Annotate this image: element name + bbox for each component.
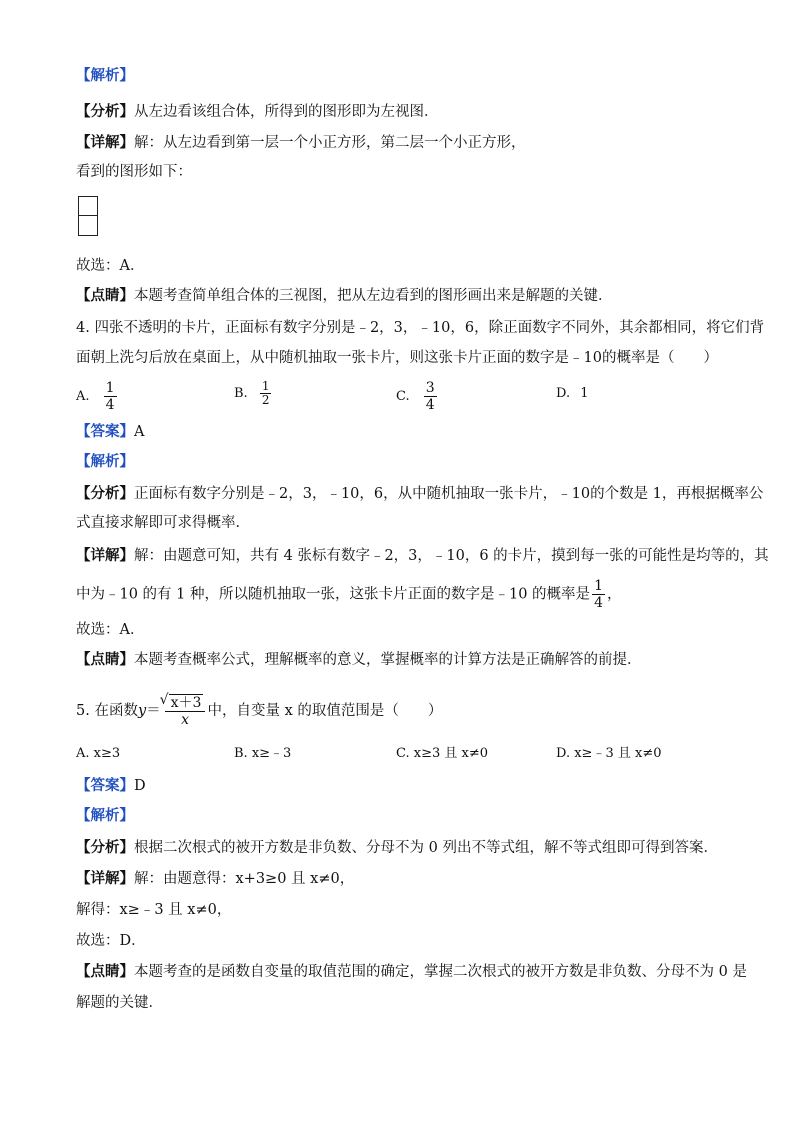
q5-choice-line: 故选：D． (76, 933, 146, 949)
q4-analysis-line2: 式直接求解即可求得概率． (76, 515, 250, 531)
q4-jiexi-heading: 【解析】 (76, 453, 134, 470)
seen-text: 看到的图形如下： (76, 164, 192, 180)
q5-detail-line: 【详解】解：由题意得：x+3≥0 且 x≠0， (76, 870, 355, 887)
q5-solution-line: 解得：x≥﹣3 且 x≠0， (76, 902, 232, 918)
q4-detail-line2: 中为﹣10 的有 1 种，所以随机抽取一张，这张卡片正面的数字是﹣10 的概率是 $\frac{1}{4}$ ， (76, 578, 622, 611)
q5-option-c: C. x≥3 且 x≠0 (396, 746, 489, 761)
q4-stem-line2: 面朝上洗匀后放在桌面上，从中随机抽取一张卡片，则这张卡片正面的数字是﹣10的概率是（ ） (76, 350, 718, 366)
analysis-line: 【分析】从左边看该组合体，所得到的图形即为左视图． (76, 103, 439, 120)
q4-stem-line1: 4. 四张不透明的卡片，正面标有数字分别是﹣2，3，﹣10，6，除正面数字不同外，其余都相同，将它们背 (76, 320, 765, 336)
q4-analysis-line1: 【分析】正面标有数字分别是﹣2，3，﹣10，6，从中随机抽取一张卡片，﹣10的个数是 1，再根据概率公 (76, 485, 764, 502)
choice-line: 故选：A． (76, 258, 145, 274)
q5-comment-line2: 解题的关键． (76, 995, 163, 1011)
q5-stem: 5. 在函数y＝ √ $\frac{x+3}{x}$ 中，自变量 x 的取值范围是（ ） (76, 694, 442, 728)
q5-comment-line1: 【点睛】本题考查的是函数自变量的取值范围的确定，掌握二次根式的被开方数是非负数、分母不为 0 是 (76, 963, 747, 980)
q5-analysis-line: 【分析】根据二次根式的被开方数是非负数、分母不为 0 列出不等式组，解不等式组即可得到答案． (76, 839, 718, 856)
q4-option-c: C. $\frac{3}{4}$ (396, 380, 435, 413)
q4-choice-line: 故选：A． (76, 622, 145, 638)
q4-answer: 【答案】A (76, 423, 145, 440)
q4-option-d: D. 1 (556, 386, 589, 401)
detail-line: 【详解】解：从左边看到第一层一个小正方形，第二层一个小正方形， (76, 134, 526, 151)
q4-comment-line: 【点睛】本题考查概率公式，理解概率的意义，掌握概率的计算方法是正确解答的前提． (76, 651, 642, 668)
comment-line: 【点睛】本题考查简单组合体的三视图，把从左边看到的图形画出来是解题的关键． (76, 287, 613, 304)
q5-option-a: A. x≥3 (76, 746, 121, 761)
q4-option-a: A. $\frac{1}{4}$ (76, 380, 115, 413)
left-view-figure (78, 196, 98, 236)
q5-jiexi-heading: 【解析】 (76, 807, 134, 824)
q4-option-b: B. $\frac{1}{2}$ (234, 379, 270, 407)
q4-detail-line1: 【详解】解：由题意可知，共有 4 张标有数字﹣2，3，﹣10，6 的卡片，摸到每一张的可能性是均等的，其 (76, 547, 769, 564)
q5-option-d: D. x≥﹣3 且 x≠0 (556, 746, 662, 761)
q5-answer: 【答案】D (76, 777, 146, 794)
jiexi-heading: 【解析】 (76, 67, 134, 84)
q5-option-b: B. x≥﹣3 (234, 746, 292, 761)
